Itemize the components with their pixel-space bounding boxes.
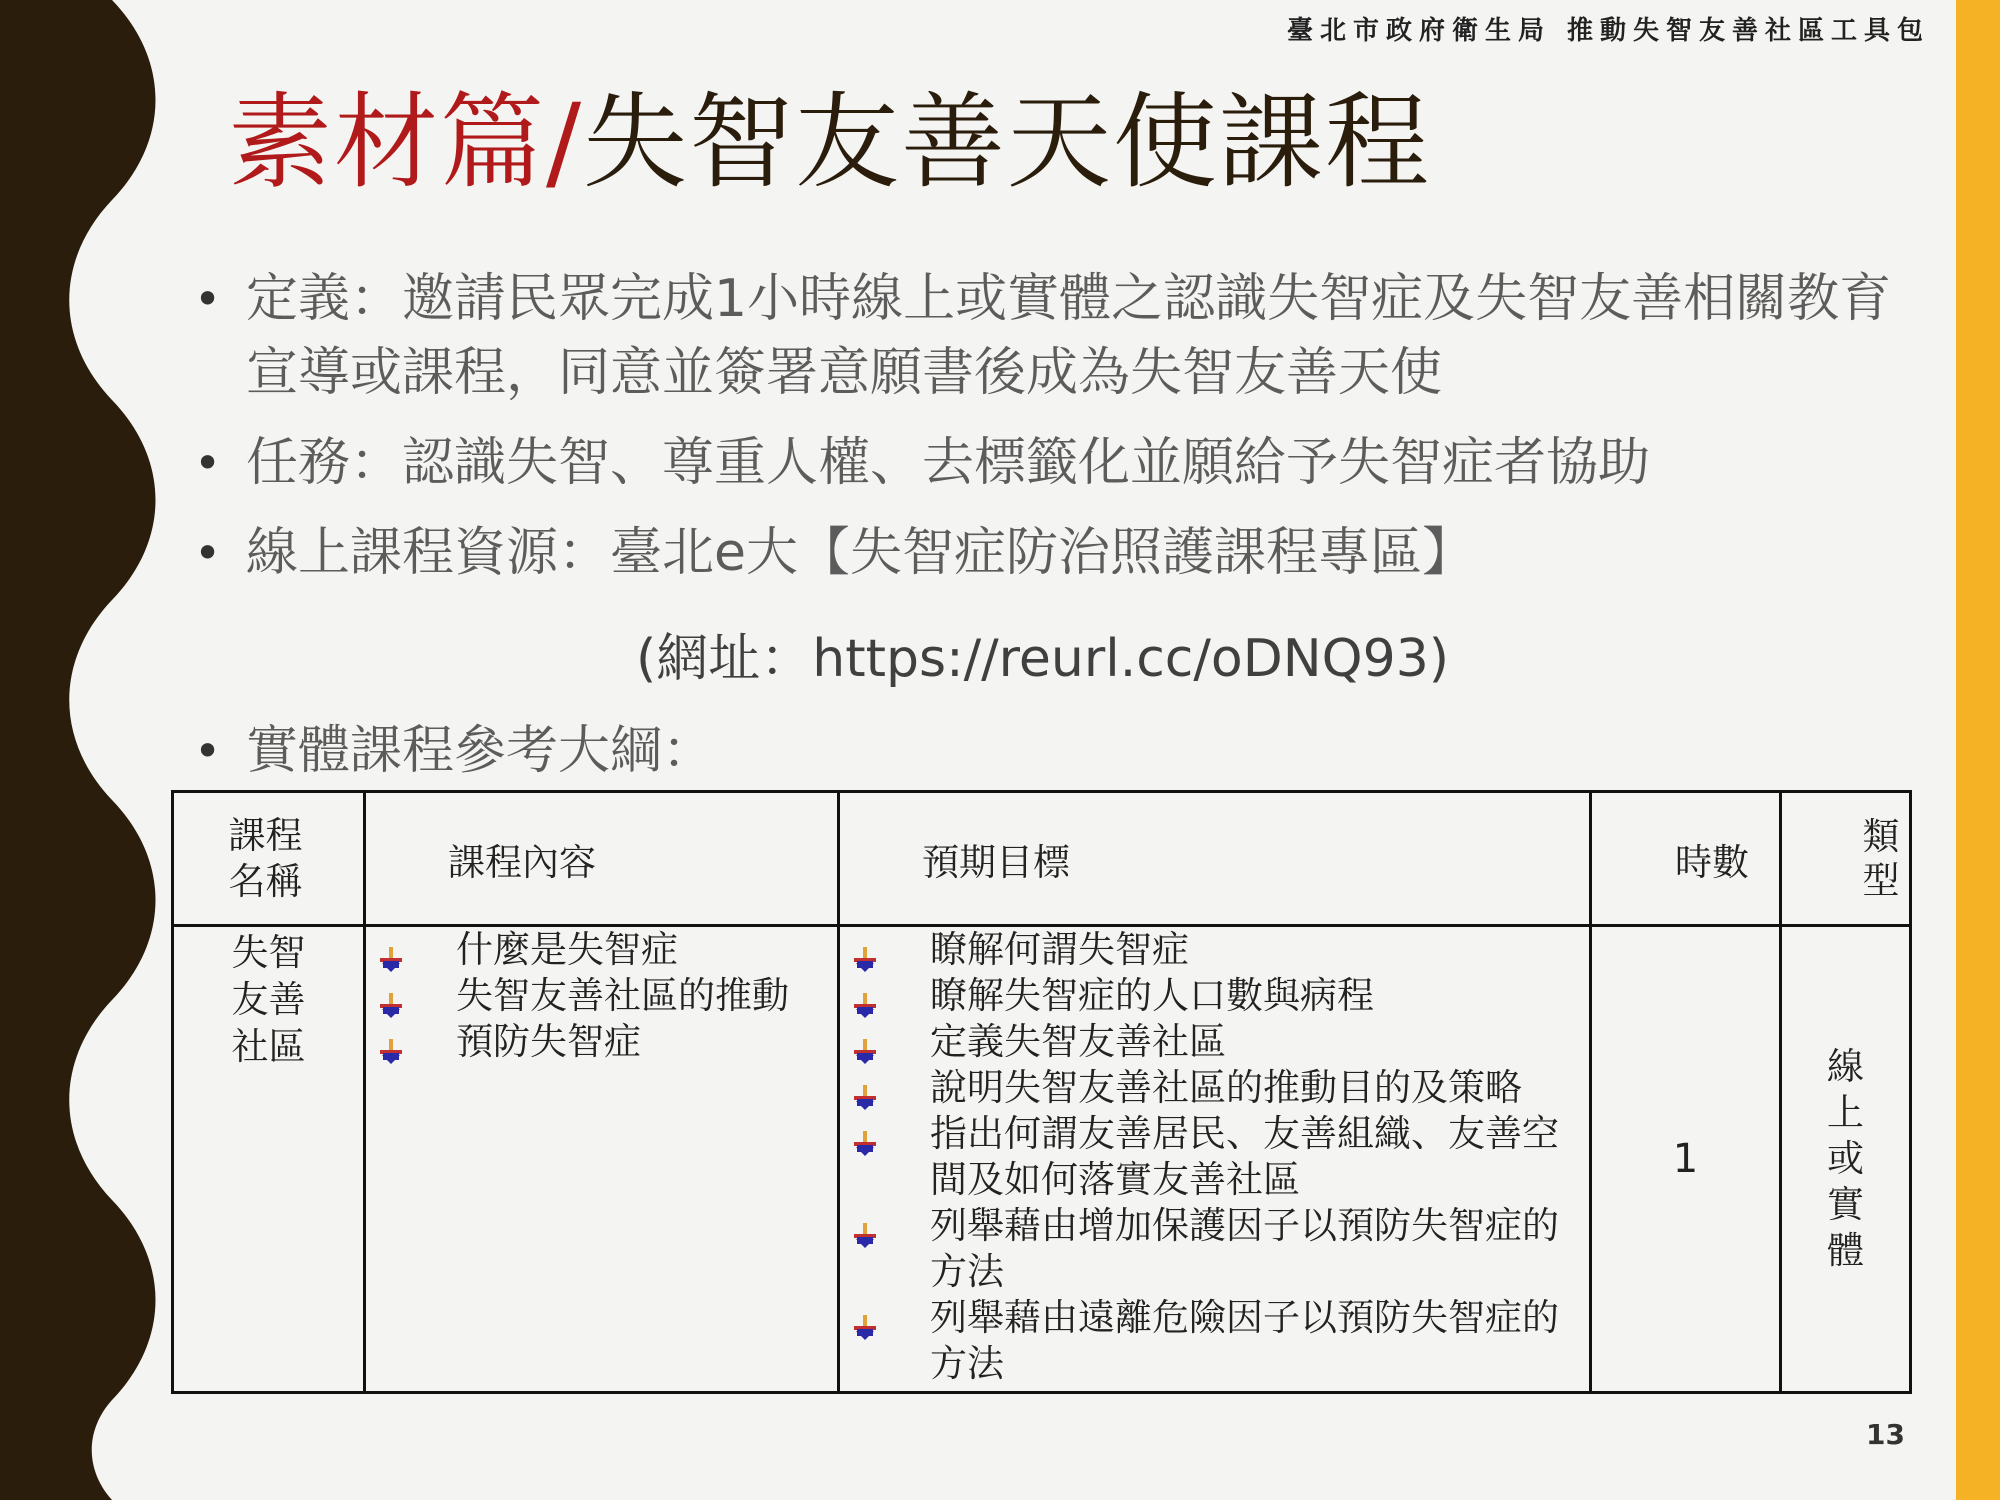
cell-course-content (365, 926, 839, 1393)
online-text: 線上課程資源：臺北e大【失智症防治照護課程專區】 (246, 523, 1474, 583)
plus-arrow-bullet-icon (378, 1029, 404, 1055)
list-item-text: 指出何謂友善居民、友善組織、友善空間及如何落實友善社區 (930, 1112, 1559, 1201)
title-main: 失智友善天使課程 (583, 81, 1432, 203)
list-item (840, 1065, 1589, 1111)
content-list (366, 927, 837, 1065)
page-title (228, 72, 1431, 212)
header-course-content: 課程內容 (365, 792, 839, 926)
cell-hours: 1 (1591, 926, 1781, 1393)
left-wave-decoration (0, 0, 175, 1500)
list-item-text: 瞭解何謂失智症 (930, 928, 1189, 971)
list-item (366, 973, 837, 1019)
cell-course-name: 失智友善社區 (173, 926, 365, 1393)
plus-arrow-bullet-icon (852, 1029, 878, 1055)
bullet-dot-icon: • (194, 526, 222, 580)
plus-arrow-bullet-icon (852, 937, 878, 963)
list-item (840, 1203, 1589, 1295)
table-header-row (173, 792, 1911, 926)
course-outline-table (171, 790, 1912, 1394)
header-type: 類型 (1781, 792, 1911, 926)
definition-text: 定義：邀請民眾完成1小時線上或實體之認識失智症及失智友善相關教育宣導或課程，同意並簽署意願書後成為失智友善天使 (246, 269, 1892, 403)
list-item (840, 927, 1589, 973)
list-item-text: 說明失智友善社區的推動目的及策略 (930, 1066, 1522, 1109)
plus-arrow-bullet-icon (852, 1121, 878, 1147)
plus-arrow-bullet-icon (852, 983, 878, 1009)
cell-expected-goal (839, 926, 1591, 1393)
header-expected-goal: 預期目標 (839, 792, 1591, 926)
list-item (840, 1295, 1589, 1387)
bullet-dot-icon: • (194, 436, 222, 490)
bullet-physical (190, 714, 1146, 788)
bullet-online (190, 516, 1930, 590)
bullet-list (190, 262, 1930, 590)
list-item-text: 瞭解失智症的人口數與病程 (930, 974, 1374, 1017)
header-text: 臺北市政府衛生局 推動失智友善社區工具包 (1286, 16, 1930, 46)
plus-arrow-bullet-icon (852, 1075, 878, 1101)
list-item (840, 973, 1589, 1019)
list-item (840, 1019, 1589, 1065)
bullet-task (190, 426, 1930, 500)
list-item (840, 1111, 1589, 1203)
list-item-text: 失智友善社區的推動 (456, 974, 789, 1017)
plus-arrow-bullet-icon (852, 1213, 878, 1239)
table-row (173, 926, 1911, 1393)
task-text: 任務：認識失智、尊重人權、去標籤化並願給予失智症者協助 (246, 433, 1651, 493)
cell-type: 線上或實體 (1781, 926, 1911, 1393)
physical-text: 實體課程參考大綱： (246, 721, 715, 781)
plus-arrow-bullet-icon (378, 983, 404, 1009)
list-item-text: 列舉藉由遠離危險因子以預防失智症的方法 (930, 1296, 1559, 1385)
title-prefix: 素材篇/ (228, 81, 584, 203)
plus-arrow-bullet-icon (852, 1305, 878, 1331)
header-hours: 時數 (1591, 792, 1781, 926)
bullet-definition (190, 262, 1930, 410)
list-item-text: 列舉藉由增加保護因子以預防失智症的方法 (930, 1204, 1559, 1293)
list-item-text: 定義失智友善社區 (930, 1020, 1226, 1063)
plus-arrow-bullet-icon (378, 937, 404, 963)
url-link[interactable]: (網址：https://reurl.cc/oDNQ93) (636, 629, 1450, 689)
bullet-dot-icon: • (194, 272, 222, 326)
list-item-text: 預防失智症 (456, 1020, 641, 1063)
list-item-text: 什麼是失智症 (456, 928, 678, 971)
list-item (366, 1019, 837, 1065)
page-number: 13 (1866, 1418, 1905, 1451)
right-accent-bar (1956, 0, 2000, 1500)
bullet-dot-icon: • (194, 724, 222, 778)
header-course-name: 課程名稱 (173, 792, 365, 926)
list-item (366, 927, 837, 973)
goal-list (840, 927, 1589, 1387)
